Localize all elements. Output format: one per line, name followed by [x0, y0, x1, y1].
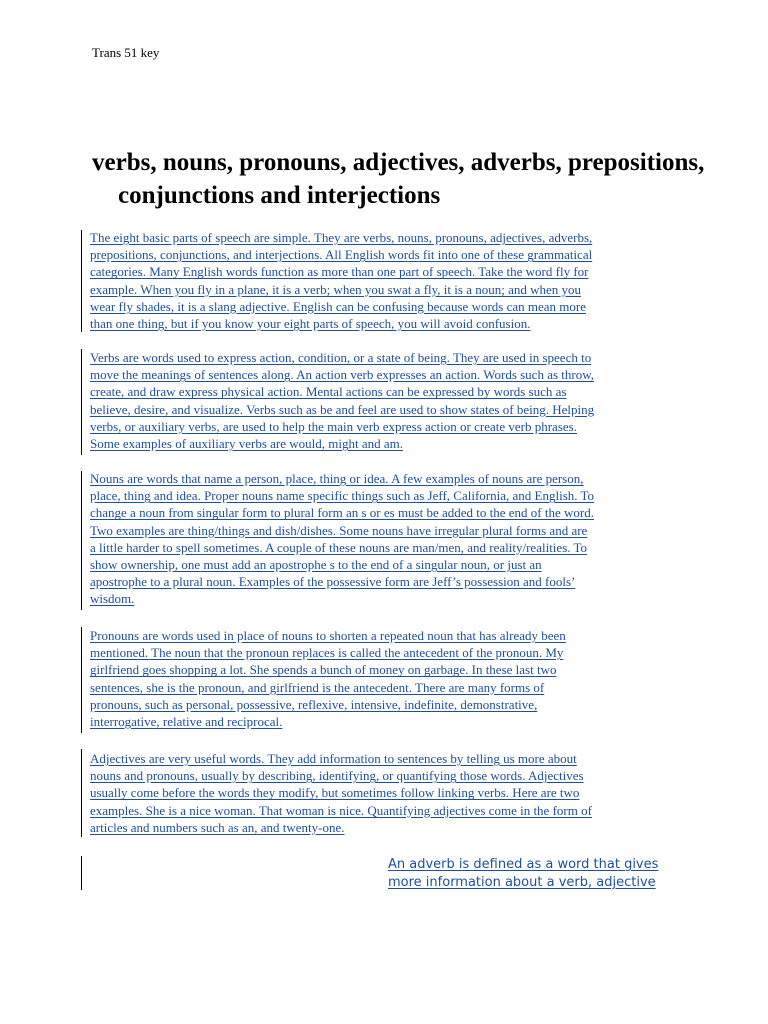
revision-bar — [81, 230, 82, 332]
paragraph-adjectives: Adjectives are very useful words. They add information to sentences by telling us more about nouns and pronouns, usually by describing, identifying, or quantifying those words. Adjectives usually come before the words they modify, but sometimes follow linking verbs. Here are two examples. She is a nice woman. That woman is nice. Quantifying adjectives come in the form of articles and numbers such as an, and twenty-one. — [90, 751, 592, 835]
paragraph-adverbs: An adverb is defined as a word that gives more information about a verb, adjective — [388, 857, 659, 890]
paragraph-pronouns: Pronouns are words used in place of nouns to shorten a repeated noun that has already been mentioned. The noun that the pronoun replaces is called the antecedent of the pronoun. My girlfriend goes shopping a lot. She spends a bunch of money on garbage. In these last two sentences, she is the pronoun, and girlfriend is the antecedent. There are many forms of pronouns, such as personal, possessive, reflexive, intensive, indefinite, demonstrative, interrogative, relative and reciprocal. — [90, 628, 566, 730]
paragraph-intro: The eight basic parts of speech are simple. They are verbs, nouns, pronouns, adjectives, adverbs, prepositions, conjunctions, and interjections. All English words fit into one of these grammatical categories. Many English words function as more than one part of speech. Take the word fly for example. When you fly in a plane, it is a verb; when you swat a fly, it is a noun; and when you wear fly shades, it is a slang adjective. English can be confusing because words can mean more than one thing, but if you know your eight parts of speech, you will avoid confusion. — [90, 230, 593, 332]
paragraph-verbs: Verbs are words used to express action, condition, or a state of being. They are used in speech to move the meanings of sentences along. An action verb expresses an action. Words such as throw, create, and draw express physical action. Mental actions can be expressed by words such as believe, desire, and visualize. Verbs such as be and feel are used to show states of being. Helping verbs, or auxiliary verbs, are used to help the main verb express action or create verb phrases. Some examples of auxiliary verbs are would, might and am. — [90, 350, 595, 452]
document-header: Trans 51 key — [92, 45, 160, 60]
revision-bar — [81, 349, 82, 455]
revision-bar — [81, 856, 82, 890]
page-title: verbs, nouns, pronouns, adjectives, adverbs, prepositions, conjunctions and interjections — [92, 149, 705, 209]
revision-bar — [81, 627, 82, 733]
revision-bar — [81, 749, 82, 837]
revision-bar — [81, 471, 82, 610]
paragraph-nouns: Nouns are words that name a person, place, thing or idea. A few examples of nouns are person, place, thing and idea. Proper nouns name specific things such as Jeff, California, and English. To change a noun from singular form to plural form an s or es must be added to the end of the word. Two examples are thing/things and dish/dishes. Some nouns have irregular plural forms and are a little harder to spell sometimes. A couple of these nouns are man/men, and reality/realities. To show ownership, one must add an apostrophe s to the end of a singular noun, or just an apostrophe to a plural noun. Examples of the possessive form are Jeff’s possession and fools’ wisdom. — [90, 471, 595, 607]
